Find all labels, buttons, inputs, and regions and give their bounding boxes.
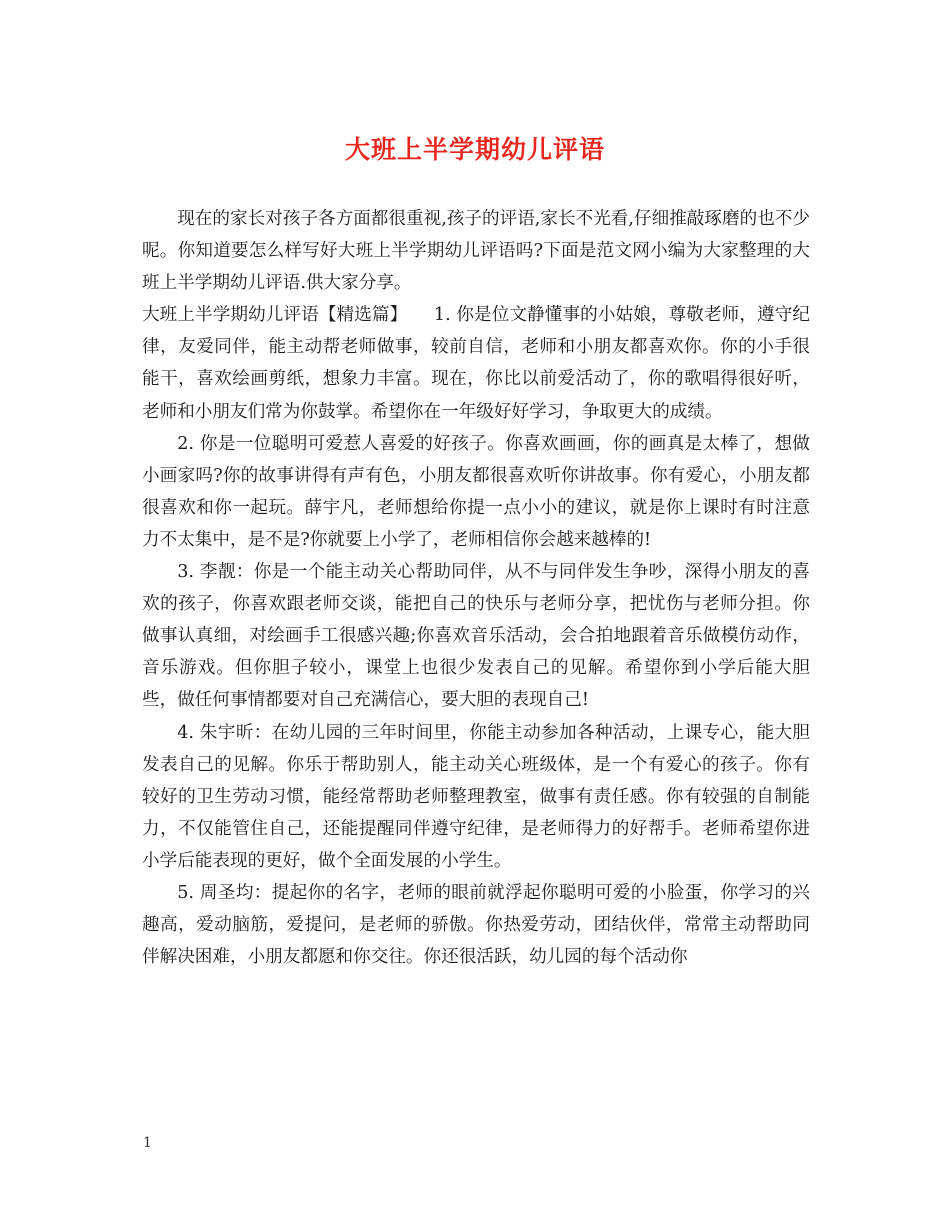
paragraph-comment-5: 5. 周圣均：提起你的名字，老师的眼前就浮起你聪明可爱的小脸蛋，你学习的兴趣高，爱动脑筋，爱提问，是老师的骄傲。你热爱劳动，团结伙伴，常常主动帮助同伴解决困难，小朋友都愿和你交往。你还很活跃，幼儿园的每个活动你: [142, 882, 810, 968]
paragraph-comment-1: 大班上半学期幼儿评语【精选篇】 1. 你是位文静懂事的小姑娘，尊敬老师，遵守纪律，友爱同伴，能主动帮老师做事，较前自信，老师和小朋友都喜欢你。你的小手很能干，喜欢绘画剪纸，想象力丰富。现在，你比以前爱活动了，你的歌唱得很好听，老师和小朋友们常为你鼓掌。希望你在一年级好好学习，争取更大的成绩。: [142, 305, 810, 422]
paragraph-comment-2: 2. 你是一位聪明可爱惹人喜爱的好孩子。你喜欢画画，你的画真是太棒了，想做小画家吗?你的故事讲得有声有色，小朋友都很喜欢听你讲故事。你有爱心，小朋友都很喜欢和你一起玩。薛宇凡，老师想给你提一点小小的建议，就是你上课时有时注意力不太集中，是不是?你就要上小学了，老师相信你会越来越棒的!: [142, 433, 810, 550]
document-body: [142, 203, 810, 973]
document-title: 大班上半学期幼儿评语: [344, 135, 605, 164]
paragraph-comment-4: 4. 朱宇昕：在幼儿园的三年时间里，你能主动参加各种活动，上课专心，能大胆发表自己的见解。你乐于帮助别人，能主动关心班级体，是一个有爱心的孩子。你有较好的卫生劳动习惯，能经常帮助老师整理教室，做事有责任感。你有较强的自制能力，不仅能管住自己，还能提醒同伴遵守纪律，是老师得力的好帮手。老师希望你进小学后能表现的更好，做个全面发展的小学生。: [142, 722, 810, 871]
paragraph-comment-3: 3. 李靓：你是一个能主动关心帮助同伴，从不与同伴发生争吵，深得小朋友的喜欢的孩子，你喜欢跟老师交谈，能把自己的快乐与老师分享，把忧伤与老师分担。你做事认真细，对绘画手工很感兴趣;你喜欢音乐活动，会合拍地跟着音乐做模仿动作，音乐游戏。但你胆子较小，课堂上也很少发表自己的见解。希望你到小学后能大胆些，做任何事情都要对自己充满信心，要大胆的表现自己!: [142, 562, 810, 711]
paragraph-intro: 现在的家长对孩子各方面都很重视,孩子的评语,家长不光看,仔细推敲琢磨的也不少呢。你知道要怎么样写好大班上半学期幼儿评语吗?下面是范文网小编为大家整理的大班上半学期幼儿评语.供大家分享。: [142, 209, 810, 294]
page-number: 1: [143, 1135, 152, 1151]
